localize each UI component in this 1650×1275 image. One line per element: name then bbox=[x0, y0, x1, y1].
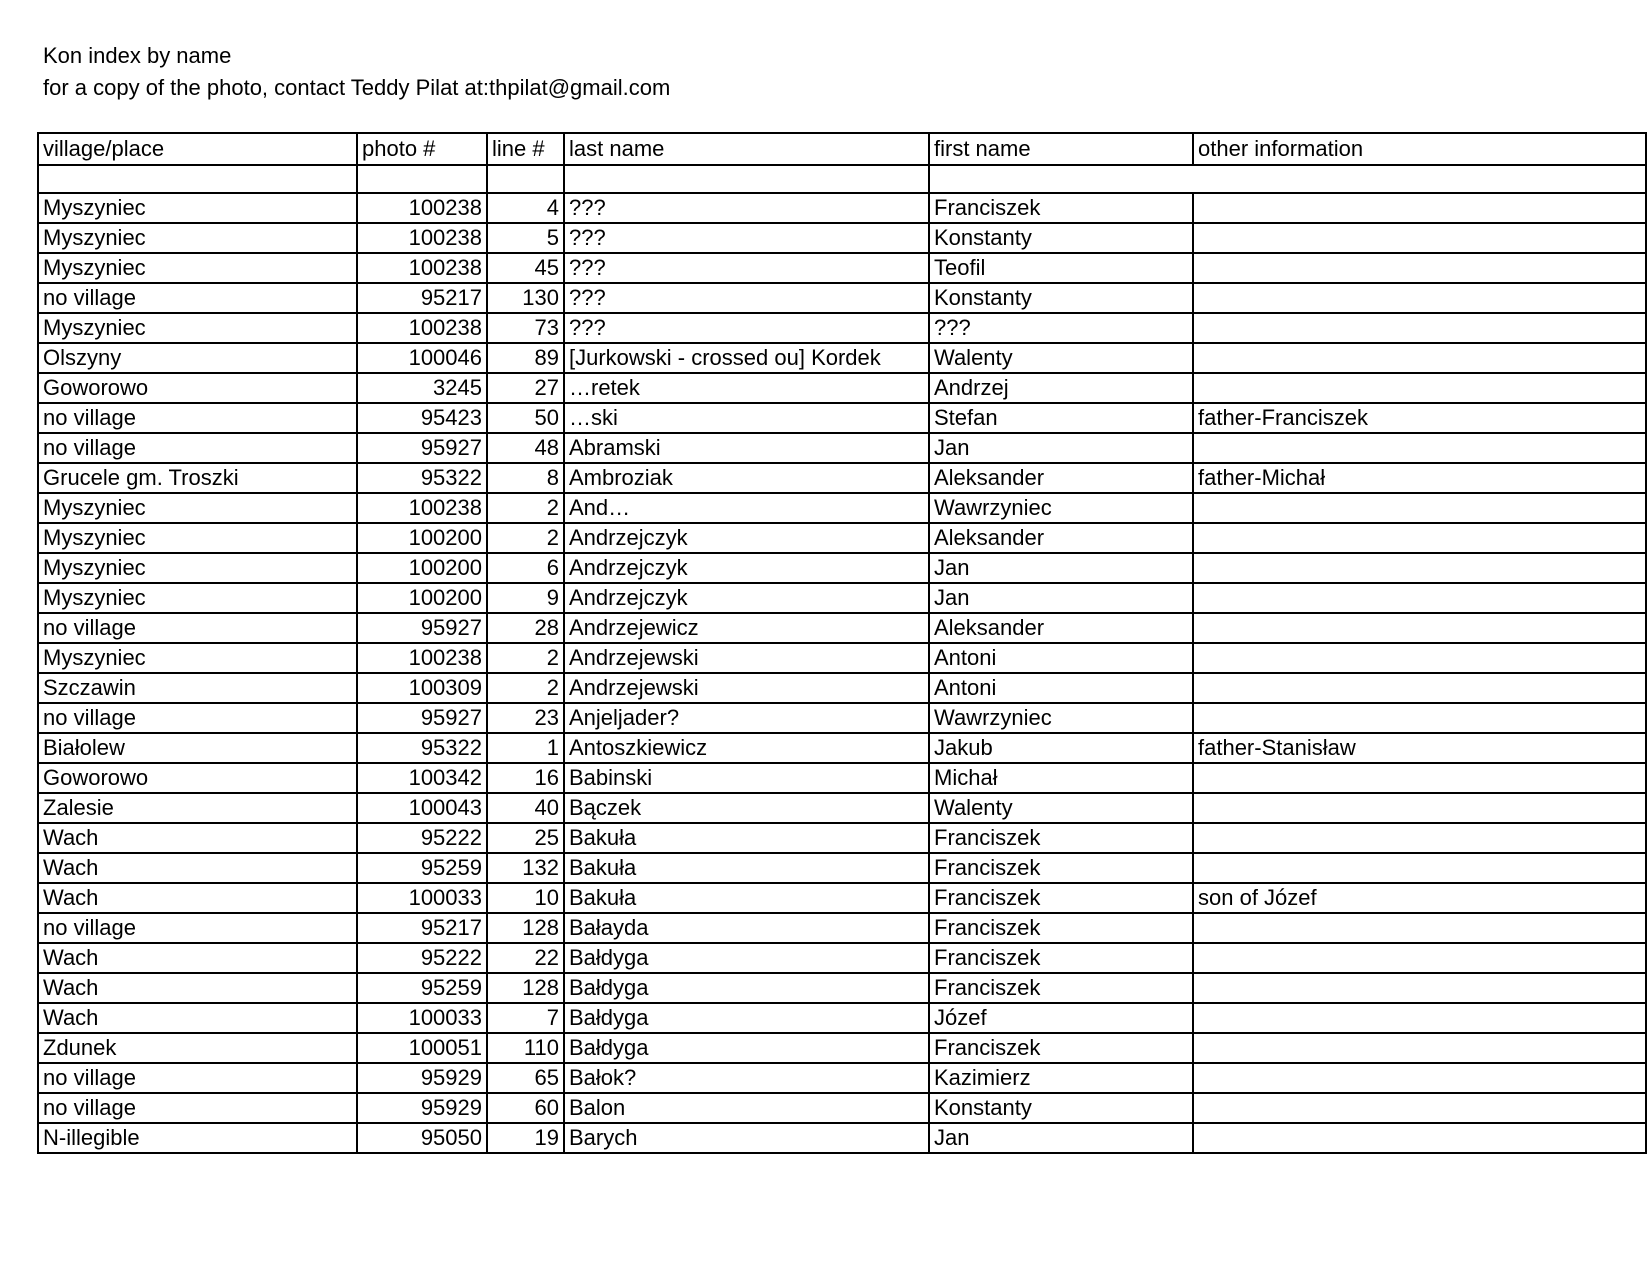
table-row bbox=[38, 883, 1646, 913]
table-row bbox=[38, 973, 1646, 1003]
table-row bbox=[38, 193, 1646, 223]
photo-number-cell: 95217 bbox=[357, 913, 487, 943]
photo-number-cell: 100051 bbox=[357, 1033, 487, 1063]
village-cell: no village bbox=[38, 283, 357, 313]
village-cell: Wach bbox=[38, 823, 357, 853]
table-row bbox=[38, 433, 1646, 463]
village-cell: Wach bbox=[38, 943, 357, 973]
last-name-cell: Abramski bbox=[564, 433, 929, 463]
first-name-cell: Franciszek bbox=[929, 883, 1193, 913]
first-name-cell: Franciszek bbox=[929, 1033, 1193, 1063]
last-name-cell: Antoszkiewicz bbox=[564, 733, 929, 763]
photo-number-cell: 100238 bbox=[357, 643, 487, 673]
table-row bbox=[38, 943, 1646, 973]
last-name-cell: Bakuła bbox=[564, 823, 929, 853]
first-name-cell: ??? bbox=[929, 313, 1193, 343]
blank-cell bbox=[487, 165, 564, 193]
line-number-cell: 110 bbox=[487, 1033, 564, 1063]
other-info-cell bbox=[1193, 1003, 1646, 1033]
other-info-cell bbox=[1193, 913, 1646, 943]
document-header bbox=[43, 40, 670, 104]
blank-row bbox=[38, 165, 1646, 193]
table-row bbox=[38, 1063, 1646, 1093]
line-number-cell: 2 bbox=[487, 673, 564, 703]
photo-number-cell: 95259 bbox=[357, 973, 487, 1003]
village-cell: Zdunek bbox=[38, 1033, 357, 1063]
column-header-last-name: last name bbox=[564, 133, 929, 165]
table-row bbox=[38, 403, 1646, 433]
last-name-cell: And… bbox=[564, 493, 929, 523]
line-number-cell: 2 bbox=[487, 523, 564, 553]
first-name-cell: Jan bbox=[929, 553, 1193, 583]
line-number-cell: 4 bbox=[487, 193, 564, 223]
first-name-cell: Józef bbox=[929, 1003, 1193, 1033]
table-row bbox=[38, 1003, 1646, 1033]
photo-number-cell: 100033 bbox=[357, 883, 487, 913]
village-cell: Wach bbox=[38, 973, 357, 1003]
line-number-cell: 65 bbox=[487, 1063, 564, 1093]
last-name-cell: Andrzejewski bbox=[564, 673, 929, 703]
line-number-cell: 73 bbox=[487, 313, 564, 343]
other-info-cell bbox=[1193, 553, 1646, 583]
other-info-cell bbox=[1193, 1123, 1646, 1153]
contact-line: for a copy of the photo, contact Teddy Pilat at:thpilat@gmail.com bbox=[43, 75, 671, 100]
last-name-cell: ??? bbox=[564, 193, 929, 223]
village-cell: no village bbox=[38, 613, 357, 643]
photo-number-cell: 95929 bbox=[357, 1093, 487, 1123]
table-row bbox=[38, 313, 1646, 343]
table-row bbox=[38, 763, 1646, 793]
photo-number-cell: 100238 bbox=[357, 493, 487, 523]
line-number-cell: 89 bbox=[487, 343, 564, 373]
line-number-cell: 2 bbox=[487, 643, 564, 673]
last-name-cell: Bałok? bbox=[564, 1063, 929, 1093]
line-number-cell: 9 bbox=[487, 583, 564, 613]
other-info-cell: son of Józef bbox=[1193, 883, 1646, 913]
column-header-first-name: first name bbox=[929, 133, 1193, 165]
line-number-cell: 1 bbox=[487, 733, 564, 763]
table-row bbox=[38, 823, 1646, 853]
village-cell: N-illegible bbox=[38, 1123, 357, 1153]
other-info-cell bbox=[1193, 673, 1646, 703]
line-number-cell: 60 bbox=[487, 1093, 564, 1123]
village-cell: Wach bbox=[38, 853, 357, 883]
first-name-cell: Konstanty bbox=[929, 223, 1193, 253]
last-name-cell: Bałayda bbox=[564, 913, 929, 943]
last-name-cell: Bakuła bbox=[564, 853, 929, 883]
village-cell: Myszyniec bbox=[38, 253, 357, 283]
photo-number-cell: 100342 bbox=[357, 763, 487, 793]
village-cell: no village bbox=[38, 1063, 357, 1093]
photo-number-cell: 95929 bbox=[357, 1063, 487, 1093]
photo-number-cell: 95927 bbox=[357, 703, 487, 733]
first-name-cell: Walenty bbox=[929, 793, 1193, 823]
photo-number-cell: 95927 bbox=[357, 433, 487, 463]
photo-number-cell: 95217 bbox=[357, 283, 487, 313]
table-row bbox=[38, 343, 1646, 373]
other-info-cell bbox=[1193, 283, 1646, 313]
line-number-cell: 19 bbox=[487, 1123, 564, 1153]
first-name-cell: Teofil bbox=[929, 253, 1193, 283]
other-info-cell bbox=[1193, 523, 1646, 553]
blank-cell bbox=[564, 165, 929, 193]
village-cell: Wach bbox=[38, 1003, 357, 1033]
line-number-cell: 28 bbox=[487, 613, 564, 643]
first-name-cell: Aleksander bbox=[929, 463, 1193, 493]
table-row bbox=[38, 463, 1646, 493]
other-info-cell bbox=[1193, 763, 1646, 793]
table-row bbox=[38, 703, 1646, 733]
village-cell: no village bbox=[38, 1093, 357, 1123]
first-name-cell: Aleksander bbox=[929, 613, 1193, 643]
table-row bbox=[38, 493, 1646, 523]
first-name-cell: Andrzej bbox=[929, 373, 1193, 403]
table-row bbox=[38, 643, 1646, 673]
first-name-cell: Franciszek bbox=[929, 823, 1193, 853]
last-name-cell: Bałdyga bbox=[564, 1003, 929, 1033]
village-cell: no village bbox=[38, 433, 357, 463]
line-number-cell: 48 bbox=[487, 433, 564, 463]
column-header-village: village/place bbox=[38, 133, 357, 165]
table-header-row bbox=[38, 133, 1646, 165]
photo-number-cell: 100200 bbox=[357, 583, 487, 613]
table-row bbox=[38, 913, 1646, 943]
first-name-cell: Jakub bbox=[929, 733, 1193, 763]
last-name-cell: Barych bbox=[564, 1123, 929, 1153]
village-cell: Myszyniec bbox=[38, 223, 357, 253]
document-title: Kon index by name bbox=[43, 43, 232, 68]
last-name-cell: Andrzejczyk bbox=[564, 553, 929, 583]
photo-number-cell: 100238 bbox=[357, 223, 487, 253]
last-name-cell: ??? bbox=[564, 223, 929, 253]
other-info-cell: father-Franciszek bbox=[1193, 403, 1646, 433]
line-number-cell: 5 bbox=[487, 223, 564, 253]
village-cell: Szczawin bbox=[38, 673, 357, 703]
other-info-cell bbox=[1193, 583, 1646, 613]
village-cell: Goworowo bbox=[38, 763, 357, 793]
photo-number-cell: 100200 bbox=[357, 523, 487, 553]
other-info-cell bbox=[1193, 703, 1646, 733]
photo-number-cell: 100238 bbox=[357, 313, 487, 343]
name-index-table bbox=[37, 132, 1647, 1154]
other-info-cell bbox=[1193, 223, 1646, 253]
photo-number-cell: 100043 bbox=[357, 793, 487, 823]
blank-cell bbox=[929, 165, 1646, 193]
other-info-cell bbox=[1193, 433, 1646, 463]
table-row bbox=[38, 793, 1646, 823]
photo-number-cell: 95222 bbox=[357, 823, 487, 853]
last-name-cell: Anjeljader? bbox=[564, 703, 929, 733]
photo-number-cell: 95322 bbox=[357, 463, 487, 493]
first-name-cell: Michał bbox=[929, 763, 1193, 793]
line-number-cell: 27 bbox=[487, 373, 564, 403]
line-number-cell: 22 bbox=[487, 943, 564, 973]
photo-number-cell: 95222 bbox=[357, 943, 487, 973]
table-row bbox=[38, 223, 1646, 253]
first-name-cell: Wawrzyniec bbox=[929, 703, 1193, 733]
line-number-cell: 40 bbox=[487, 793, 564, 823]
last-name-cell: Ambroziak bbox=[564, 463, 929, 493]
other-info-cell bbox=[1193, 193, 1646, 223]
other-info-cell bbox=[1193, 973, 1646, 1003]
table-row bbox=[38, 583, 1646, 613]
last-name-cell: Bakuła bbox=[564, 883, 929, 913]
village-cell: Myszyniec bbox=[38, 643, 357, 673]
village-cell: Myszyniec bbox=[38, 583, 357, 613]
other-info-cell bbox=[1193, 1063, 1646, 1093]
table-row bbox=[38, 1123, 1646, 1153]
other-info-cell bbox=[1193, 373, 1646, 403]
photo-number-cell: 100200 bbox=[357, 553, 487, 583]
photo-number-cell: 100238 bbox=[357, 253, 487, 283]
line-number-cell: 16 bbox=[487, 763, 564, 793]
other-info-cell bbox=[1193, 493, 1646, 523]
photo-number-cell: 95927 bbox=[357, 613, 487, 643]
other-info-cell bbox=[1193, 343, 1646, 373]
table-row bbox=[38, 253, 1646, 283]
village-cell: Myszyniec bbox=[38, 193, 357, 223]
other-info-cell: father-Stanisław bbox=[1193, 733, 1646, 763]
first-name-cell: Franciszek bbox=[929, 193, 1193, 223]
line-number-cell: 7 bbox=[487, 1003, 564, 1033]
other-info-cell bbox=[1193, 943, 1646, 973]
table-row bbox=[38, 1093, 1646, 1123]
table-row bbox=[38, 613, 1646, 643]
first-name-cell: Stefan bbox=[929, 403, 1193, 433]
village-cell: Myszyniec bbox=[38, 523, 357, 553]
other-info-cell bbox=[1193, 823, 1646, 853]
last-name-cell: Andrzejczyk bbox=[564, 523, 929, 553]
other-info-cell bbox=[1193, 1093, 1646, 1123]
line-number-cell: 23 bbox=[487, 703, 564, 733]
table-row bbox=[38, 1033, 1646, 1063]
first-name-cell: Jan bbox=[929, 433, 1193, 463]
table-row bbox=[38, 553, 1646, 583]
photo-number-cell: 95050 bbox=[357, 1123, 487, 1153]
other-info-cell bbox=[1193, 613, 1646, 643]
last-name-cell: Bączek bbox=[564, 793, 929, 823]
other-info-cell bbox=[1193, 253, 1646, 283]
column-header-line: line # bbox=[487, 133, 564, 165]
photo-number-cell: 95423 bbox=[357, 403, 487, 433]
table-row bbox=[38, 673, 1646, 703]
last-name-cell: Andrzejewski bbox=[564, 643, 929, 673]
table-row bbox=[38, 733, 1646, 763]
photo-number-cell: 100309 bbox=[357, 673, 487, 703]
village-cell: Olszyny bbox=[38, 343, 357, 373]
first-name-cell: Franciszek bbox=[929, 943, 1193, 973]
line-number-cell: 128 bbox=[487, 973, 564, 1003]
other-info-cell bbox=[1193, 313, 1646, 343]
line-number-cell: 50 bbox=[487, 403, 564, 433]
last-name-cell: [Jurkowski - crossed ou] Kordek bbox=[564, 343, 929, 373]
village-cell: Myszyniec bbox=[38, 313, 357, 343]
last-name-cell: Balon bbox=[564, 1093, 929, 1123]
other-info-cell: father-Michał bbox=[1193, 463, 1646, 493]
line-number-cell: 45 bbox=[487, 253, 564, 283]
other-info-cell bbox=[1193, 1033, 1646, 1063]
first-name-cell: Aleksander bbox=[929, 523, 1193, 553]
blank-cell bbox=[357, 165, 487, 193]
photo-number-cell: 95322 bbox=[357, 733, 487, 763]
table-row bbox=[38, 373, 1646, 403]
first-name-cell: Antoni bbox=[929, 643, 1193, 673]
village-cell: Grucele gm. Troszki bbox=[38, 463, 357, 493]
line-number-cell: 128 bbox=[487, 913, 564, 943]
first-name-cell: Walenty bbox=[929, 343, 1193, 373]
table-row bbox=[38, 283, 1646, 313]
table-row bbox=[38, 523, 1646, 553]
first-name-cell: Jan bbox=[929, 583, 1193, 613]
last-name-cell: …retek bbox=[564, 373, 929, 403]
village-cell: Zalesie bbox=[38, 793, 357, 823]
village-cell: Myszyniec bbox=[38, 553, 357, 583]
first-name-cell: Franciszek bbox=[929, 913, 1193, 943]
column-header-other-info: other information bbox=[1193, 133, 1646, 165]
other-info-cell bbox=[1193, 643, 1646, 673]
village-cell: Białolew bbox=[38, 733, 357, 763]
photo-number-cell: 3245 bbox=[357, 373, 487, 403]
line-number-cell: 132 bbox=[487, 853, 564, 883]
village-cell: Goworowo bbox=[38, 373, 357, 403]
village-cell: no village bbox=[38, 703, 357, 733]
other-info-cell bbox=[1193, 853, 1646, 883]
photo-number-cell: 100033 bbox=[357, 1003, 487, 1033]
last-name-cell: Andrzejewicz bbox=[564, 613, 929, 643]
line-number-cell: 25 bbox=[487, 823, 564, 853]
first-name-cell: Antoni bbox=[929, 673, 1193, 703]
line-number-cell: 10 bbox=[487, 883, 564, 913]
blank-cell bbox=[38, 165, 357, 193]
last-name-cell: Bałdyga bbox=[564, 973, 929, 1003]
village-cell: Wach bbox=[38, 883, 357, 913]
last-name-cell: …ski bbox=[564, 403, 929, 433]
other-info-cell bbox=[1193, 793, 1646, 823]
last-name-cell: Bałdyga bbox=[564, 943, 929, 973]
last-name-cell: Babinski bbox=[564, 763, 929, 793]
last-name-cell: ??? bbox=[564, 253, 929, 283]
line-number-cell: 8 bbox=[487, 463, 564, 493]
last-name-cell: Andrzejczyk bbox=[564, 583, 929, 613]
last-name-cell: ??? bbox=[564, 283, 929, 313]
first-name-cell: Wawrzyniec bbox=[929, 493, 1193, 523]
first-name-cell: Konstanty bbox=[929, 1093, 1193, 1123]
column-header-photo: photo # bbox=[357, 133, 487, 165]
first-name-cell: Franciszek bbox=[929, 973, 1193, 1003]
first-name-cell: Franciszek bbox=[929, 853, 1193, 883]
line-number-cell: 6 bbox=[487, 553, 564, 583]
table-row bbox=[38, 853, 1646, 883]
last-name-cell: Bałdyga bbox=[564, 1033, 929, 1063]
village-cell: no village bbox=[38, 913, 357, 943]
first-name-cell: Kazimierz bbox=[929, 1063, 1193, 1093]
village-cell: Myszyniec bbox=[38, 493, 357, 523]
village-cell: no village bbox=[38, 403, 357, 433]
first-name-cell: Konstanty bbox=[929, 283, 1193, 313]
line-number-cell: 130 bbox=[487, 283, 564, 313]
photo-number-cell: 100046 bbox=[357, 343, 487, 373]
photo-number-cell: 95259 bbox=[357, 853, 487, 883]
photo-number-cell: 100238 bbox=[357, 193, 487, 223]
line-number-cell: 2 bbox=[487, 493, 564, 523]
last-name-cell: ??? bbox=[564, 313, 929, 343]
first-name-cell: Jan bbox=[929, 1123, 1193, 1153]
